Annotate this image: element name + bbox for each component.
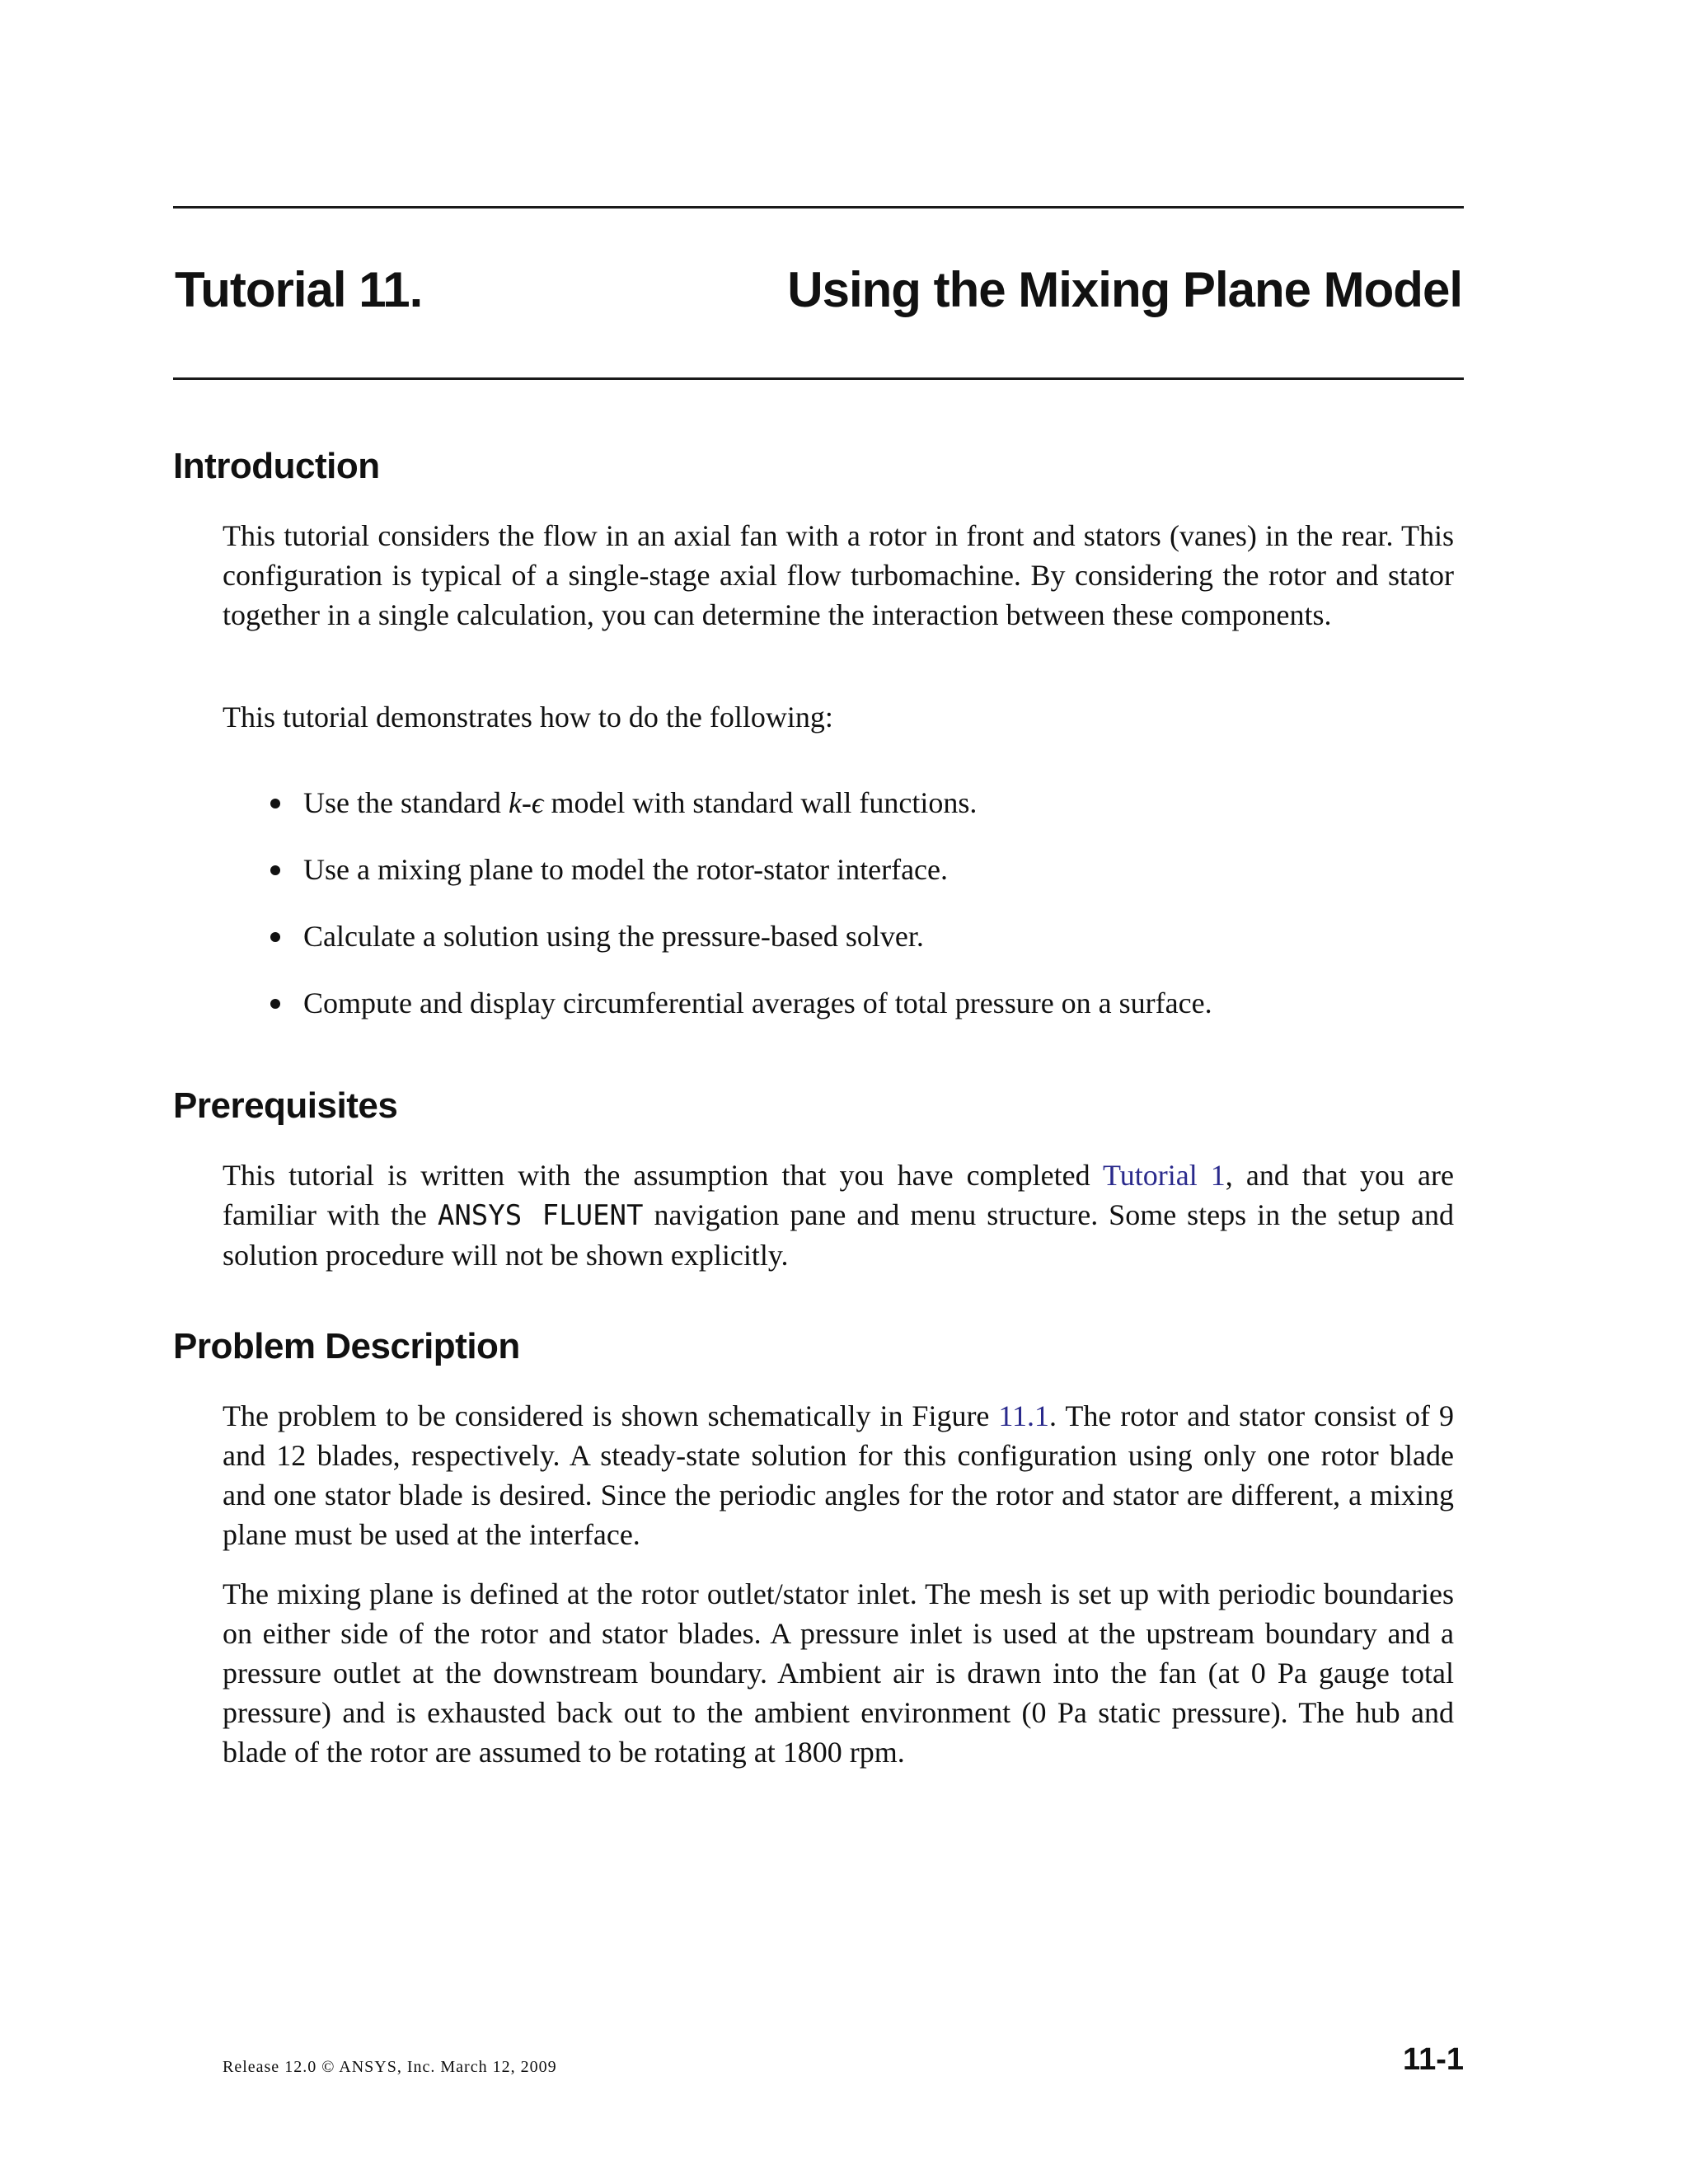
prerequisites-text-3: navigation pane and menu structure. Some steps in the setup and solution procedure will not be shown explicitly. xyxy=(223,1198,1455,1272)
prerequisites-text-1: This tutorial is written with the assumption that you have completed xyxy=(223,1159,1104,1192)
bullet-icon xyxy=(270,999,280,1009)
bullet-1-k-symbol: k xyxy=(508,786,522,819)
problem-text-2: . The rotor and stator consist of 9 and 12 blades, respectively. A steady-state solution for this configuration using only one rotor blade and one stator blade is desired. Since the periodic angles for the rotor and stator are different, a mixing plane must be used at the interface. xyxy=(223,1399,1455,1551)
objectives-list xyxy=(223,783,1454,1050)
bullet-icon xyxy=(270,932,280,942)
header-top-rule xyxy=(173,206,1464,209)
prerequisites-text-2: , and that you are familiar with the xyxy=(223,1159,1455,1231)
footer-release: Release 12.0 © ANSYS, Inc. March 12, 2009 xyxy=(223,2058,557,2076)
bullet-icon xyxy=(270,865,280,875)
list-item xyxy=(223,983,1454,1023)
chapter-title: Using the Mixing Plane Model xyxy=(787,262,1462,317)
bullet-1-epsilon-symbol: ϵ xyxy=(531,786,544,819)
figure-11-1-link[interactable]: 11.1 xyxy=(998,1399,1050,1432)
bullet-1-suffix: model with standard wall functions. xyxy=(543,786,978,819)
problem-paragraph-2: The mixing plane is defined at the rotor outlet/stator inlet. The mesh is set up with periodic boundaries on either side of the rotor and stator blades. A pressure inlet is used at the upstream boundary and a pressure outlet at the downstream boundary. Ambient air is drawn into the fan (at 0 Pa gauge total pressure) and is exhausted back out to the ambient environment (0 Pa static pressure). The hub and blade of the rotor are assumed to be rotating at 1800 rpm. xyxy=(223,1577,1454,1769)
chapter-number: Tutorial 11. xyxy=(175,262,423,317)
header-bottom-rule xyxy=(173,377,1464,380)
bullet-3-text: Calculate a solution using the pressure-based solver. xyxy=(303,920,924,953)
chapter-header xyxy=(175,257,1462,331)
list-item xyxy=(223,916,1454,956)
list-item xyxy=(223,850,1454,889)
bullet-1-dash: - xyxy=(521,786,532,819)
prerequisites-heading: Prerequisites xyxy=(173,1085,398,1126)
problem-description-heading: Problem Description xyxy=(173,1326,520,1366)
problem-paragraph-1 xyxy=(223,1396,1454,1554)
prerequisites-paragraph xyxy=(223,1155,1454,1275)
list-item xyxy=(223,783,1454,823)
introduction-heading: Introduction xyxy=(173,446,380,486)
introduction-paragraph-2: This tutorial demonstrates how to do the following: xyxy=(223,701,833,733)
bullet-4-text: Compute and display circumferential averages of total pressure on a surface. xyxy=(303,987,1212,1019)
bullet-1-prefix: Use the standard xyxy=(303,786,509,819)
product-name: ANSYS FLUENT xyxy=(437,1199,644,1232)
tutorial-1-link[interactable]: Tutorial 1 xyxy=(1103,1159,1226,1192)
bullet-icon xyxy=(270,799,280,808)
introduction-paragraph-1: This tutorial considers the flow in an axial fan with a rotor in front and stators (vanes) in the rear. This configuration is typical of a single-stage axial flow turbomachine. By considering the rotor and stator together in a single calculation, you can determine the interaction between these components. xyxy=(223,519,1454,631)
bullet-2-text: Use a mixing plane to model the rotor-stator interface. xyxy=(303,853,949,886)
page-number: 11-1 xyxy=(1403,2042,1464,2077)
problem-text-1: The problem to be considered is shown schematically in Figure xyxy=(223,1399,999,1432)
